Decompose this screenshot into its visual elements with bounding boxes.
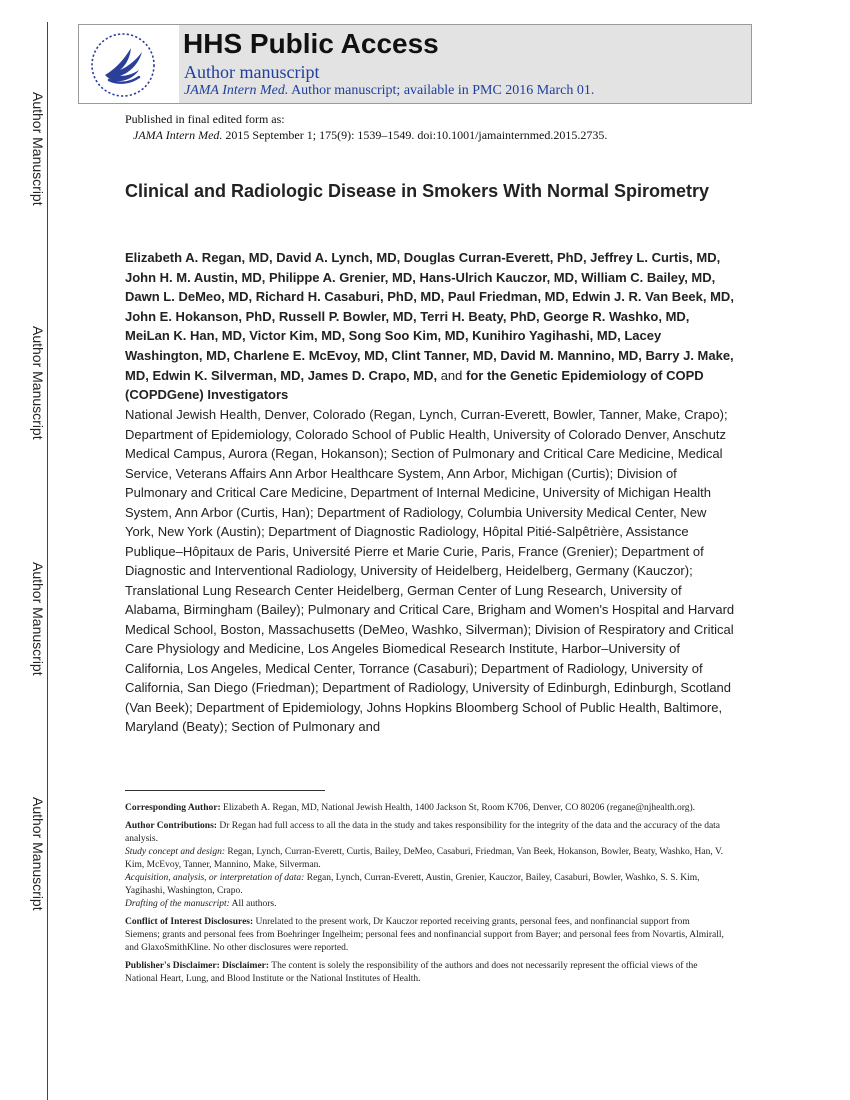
acquisition-label: Acquisition, analysis, or interpretation of data: (125, 873, 305, 883)
hhs-public-access-banner (78, 24, 752, 104)
author-and: and (440, 367, 463, 383)
publisher-disclaimer-text: The content is solely the responsibility of the authors and does not necessarily represent the official views of the National Heart, Lung, and Blood Institute or the National Institutes of Health. (125, 961, 698, 984)
published-label: Published in final edited form as: (125, 112, 285, 126)
published-in-notice (125, 111, 607, 143)
footnote-rule (125, 790, 325, 791)
acquisition-note (125, 872, 725, 898)
conflict-disclosures-text: Unrelated to the present work, Dr Kauczor reported receiving grants, personal fees, and nonfinancial support from Siemens; grants and personal fees from Boehringer Ingelheim; personal fees and nonfinancial support from Bayer; and personal fees from Novartis, Almirall, and GlaxoSmithKline. No other disclosures were reported. (125, 917, 724, 953)
banner-availability-text: Author manuscript; available in PMC 2016 March 01. (291, 83, 595, 98)
drafting-text: All authors. (231, 899, 277, 909)
study-concept-text: Regan, Lynch, Curran-Everett, Curtis, Bailey, DeMeo, Casaburi, Friedman, Van Beek, Hokanson, Bowler, Beaty, Washko, Han, V. Kim, McEvoy, Tanner, Mannino, Make, Silverman. (125, 847, 723, 870)
author-contributions-note (125, 820, 725, 846)
publisher-disclaimer-note (125, 960, 725, 986)
article-title: Clinical and Radiologic Disease in Smokers With Normal Spirometry (125, 181, 709, 201)
corresponding-author-label: Corresponding Author: (125, 803, 221, 813)
left-margin-rule (47, 22, 48, 1100)
acquisition-text: Regan, Lynch, Curran-Everett, Austin, Grenier, Kauczor, Bailey, Casaburi, Bowler, Washko, S. S. Kim, Yagihashi, Washington, Crapo. (125, 873, 700, 896)
footnotes (125, 802, 725, 986)
side-label-author-manuscript: Author Manuscript (30, 797, 46, 911)
drafting-note (125, 898, 725, 911)
drafting-label: Drafting of the manuscript: (125, 899, 230, 909)
conflict-disclosures-note (125, 916, 725, 955)
corresponding-author-text: Elizabeth A. Regan, MD, National Jewish Health, 1400 Jackson St, Room K706, Denver, CO 80206 (regane@njhealth.org). (223, 803, 696, 813)
consortium-name: for the Genetic Epidemiology of COPD (COPDGene) Investigators (125, 367, 704, 403)
banner-availability (184, 83, 594, 99)
published-journal: JAMA Intern Med. (133, 128, 223, 142)
published-citation (125, 127, 607, 143)
author-list (125, 248, 735, 405)
author-contributions-label: Author Contributions: (125, 821, 217, 831)
study-concept-note (125, 846, 725, 872)
affiliations: National Jewish Health, Denver, Colorado (Regan, Lynch, Curran-Everett, Bowler, Tanner, Make, Crapo); Department of Epidemiology, Colorado School of Public Health, University of Colorado Denver, Anschutz Medical Campus, Aurora (Regan, Hokanson); Section of Pulmonary and Critical Care Medicine, Medical Service, Veterans Affairs Ann Arbor Healthcare System, Ann Arbor, Michigan (Curtis); Division of Pulmonary and Critical Care Medicine, Department of Internal Medicine, University of Michigan Health System, Ann Arbor (Curtis, Han); Department of Radiology, Columbia University Medical Center, New York, New York (Austin); Department of Diagnostic Radiology, Hôpital Pitié-Salpêtrière, Assistance Publique–Hôpitaux de Paris, Université Pierre et Marie Curie, Paris, France (Grenier); Department of Diagnostic and Interventional Radiology, University of Heidelberg, Heidelberg, Germany (Kauczor); Translational Lung Research Center Heidelberg, German Center of Lung Research, University of Alabama, Birmingham (Bailey); Pulmonary and Critical Care, Brigham and Women's Hospital and Harvard Medical School, Boston, Massachusetts (DeMeo, Washko, Silverman); Division of Respiratory and Critical Care Physiology and Medicine, Los Angeles Biomedical Research Institute, Harbor–University of California, Los Angeles, Medical Center, Torrance (Casaburi); Department of Radiology, University of California, San Diego (Friedman); Department of Radiology, University of Edinburgh, Edinburgh, Scotland (Van Beek); Department of Epidemiology, Johns Hopkins Bloomberg School of Public Health, Baltimore, Maryland (Beaty); Section of Pulmonary and (125, 407, 735, 734)
author-names: Elizabeth A. Regan, MD, David A. Lynch, MD, Douglas Curran-Everett, PhD, Jeffrey L. Curtis, MD, John H. M. Austin, MD, Philippe A. Grenier, MD, Hans-Ulrich Kauczor, MD, William C. Bailey, MD, Dawn L. DeMeo, MD, Richard H. Casaburi, PhD, MD, Paul Friedman, MD, Edwin J. R. Van Beek, MD, John E. Hokanson, PhD, Russell P. Bowler, MD, Terri H. Beaty, PhD, George R. Washko, MD, MeiLan K. Han, MD, Victor Kim, MD, Song Soo Kim, MD, Kunihiro Yagihashi, MD, Lacey Washington, MD, Charlene E. McEvoy, MD, Clint Tanner, MD, David M. Mannino, MD, Barry J. Make, MD, Edwin K. Silverman, MD, James D. Crapo, MD, (125, 250, 734, 383)
publisher-disclaimer-label: Publisher's Disclaimer: Disclaimer: (125, 961, 270, 971)
study-concept-label: Study concept and design: (125, 847, 225, 857)
banner-journal: JAMA Intern Med. (184, 83, 289, 98)
author-contributions-text: Dr Regan had full access to all the data in the study and takes responsibility for the integrity of the data and the accuracy of the data analysis. (125, 821, 721, 844)
conflict-disclosures-label: Conflict of Interest Disclosures: (125, 917, 254, 927)
side-label-author-manuscript: Author Manuscript (30, 92, 46, 206)
side-label-author-manuscript: Author Manuscript (30, 562, 46, 676)
corresponding-author-note (125, 802, 725, 815)
side-label-author-manuscript: Author Manuscript (30, 326, 46, 440)
published-citation-text: 2015 September 1; 175(9): 1539–1549. doi:10.1001/jamainternmed.2015.2735. (225, 128, 608, 142)
hhs-eagle-logo-icon (89, 31, 157, 99)
banner-subtitle: Author manuscript (184, 62, 320, 82)
banner-title: HHS Public Access (183, 28, 439, 59)
